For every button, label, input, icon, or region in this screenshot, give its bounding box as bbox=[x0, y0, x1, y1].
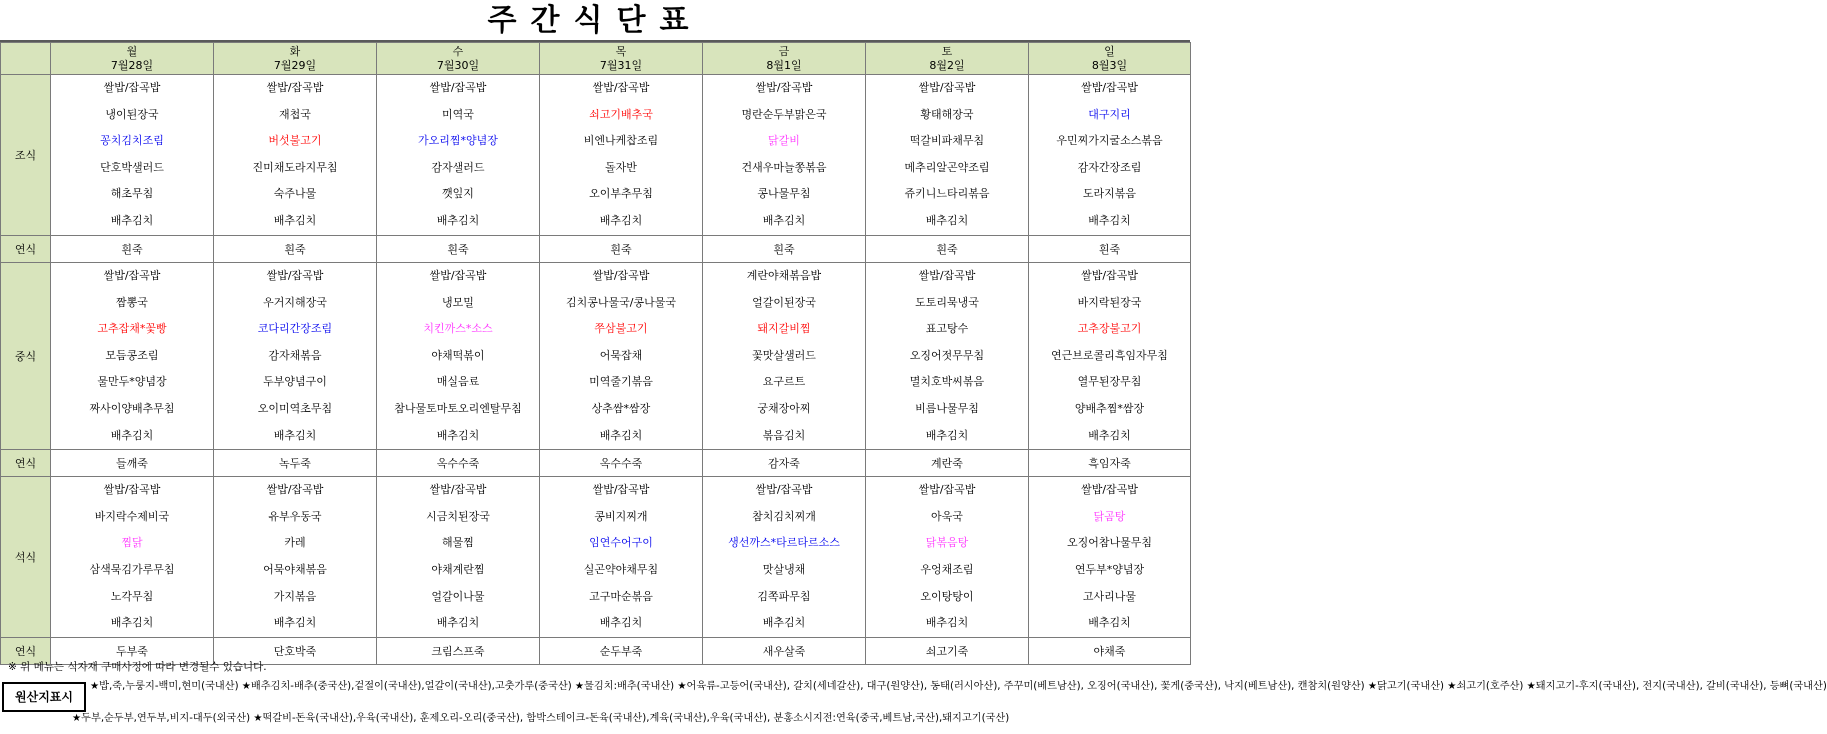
snack2-cell: 녹두죽 bbox=[214, 450, 377, 477]
menu-item: 배추김치 bbox=[599, 428, 643, 442]
menu-item: 오징어참나물무침 bbox=[1066, 536, 1152, 550]
menu-item: 비엔나케찹조림 bbox=[583, 134, 659, 148]
menu-item: 고추잡채*꽃빵 bbox=[97, 322, 167, 336]
menu-item: 얼갈이나물 bbox=[431, 589, 485, 603]
menu-item: 쌀밥/잡곡밥 bbox=[103, 269, 161, 282]
dinner-cell bbox=[703, 477, 866, 638]
menu-item: 연두부*양념장 bbox=[1074, 562, 1145, 576]
menu-item: 콩나물무침 bbox=[757, 187, 811, 201]
menu-item: 요구르트 bbox=[762, 375, 806, 389]
menu-item: 감자샐러드 bbox=[431, 160, 485, 174]
menu-item: 아욱국 bbox=[931, 509, 963, 523]
menu-item: 고사리나물 bbox=[1082, 589, 1137, 603]
menu-item: 돌자반 bbox=[605, 160, 637, 174]
menu-item: 모듬콩조림 bbox=[105, 348, 159, 362]
menu-item: 참나물토마토오리엔탈무침 bbox=[394, 401, 522, 415]
menu-item: 김쪽파무침 bbox=[757, 589, 811, 603]
menu-item: 계란야채볶음밥 bbox=[746, 269, 822, 282]
snack1-cell: 흰죽 bbox=[866, 236, 1029, 263]
menu-item: 닭갈비 bbox=[768, 134, 800, 148]
menu-item: 미역국 bbox=[442, 107, 474, 121]
dinner-cell bbox=[377, 477, 540, 638]
day-header: 토 8월2일 bbox=[866, 43, 1029, 75]
menu-item: 쌀밥/잡곡밥 bbox=[918, 81, 976, 94]
menu-item: 미역줄기볶음 bbox=[589, 375, 653, 389]
menu-item: 얼갈이된장국 bbox=[752, 295, 816, 309]
menu-item: 버섯불고기 bbox=[268, 134, 322, 148]
menu-item: 감자간장조림 bbox=[1077, 160, 1142, 174]
snack1-cell: 흰죽 bbox=[214, 236, 377, 263]
lunch-cell bbox=[214, 263, 377, 450]
snack3-cell: 두부죽 bbox=[51, 637, 214, 664]
breakfast-cell bbox=[866, 75, 1029, 236]
day-header: 일 8월3일 bbox=[1029, 43, 1191, 75]
menu-item: 가지볶음 bbox=[273, 589, 317, 603]
breakfast-cell bbox=[214, 75, 377, 236]
menu-item: 비름나물무침 bbox=[915, 401, 979, 415]
corner-cell bbox=[1, 43, 51, 75]
menu-item: 야채떡볶이 bbox=[431, 348, 485, 362]
menu-item: 단호박샐러드 bbox=[100, 160, 164, 174]
menu-item: 배추김치 bbox=[436, 213, 480, 227]
breakfast-row bbox=[1, 75, 1191, 236]
day-header: 화 7월29일 bbox=[214, 43, 377, 75]
snack3-cell: 단호박죽 bbox=[214, 637, 377, 664]
menu-item: 명란순두부맑은국 bbox=[741, 107, 827, 121]
menu-item: 열무된장무침 bbox=[1077, 375, 1142, 389]
menu-item: 쌀밥/잡곡밥 bbox=[592, 81, 650, 94]
menu-item: 냉모밀 bbox=[442, 295, 474, 309]
menu-item: 삼색묵김가루무침 bbox=[89, 562, 175, 576]
menu-item: 야채계란찜 bbox=[431, 562, 485, 576]
menu-item: 도토리묵냉국 bbox=[915, 295, 979, 309]
menu-item: 쌀밥/잡곡밥 bbox=[266, 81, 324, 94]
menu-item: 짜사이양배추무침 bbox=[89, 401, 175, 415]
menu-item: 우거지해장국 bbox=[263, 295, 327, 309]
menu-item: 쌀밥/잡곡밥 bbox=[266, 483, 324, 497]
menu-item: 상추쌈*쌈장 bbox=[591, 401, 651, 415]
menu-item: 오이미역초무침 bbox=[257, 401, 333, 415]
menu-item: 두부양념구이 bbox=[263, 375, 327, 389]
menu-item: 맛살냉채 bbox=[762, 562, 806, 576]
menu-item: 쭈삼불고기 bbox=[594, 322, 648, 336]
menu-item: 배추김치 bbox=[599, 213, 643, 227]
menu-item: 대구지리 bbox=[1088, 107, 1131, 121]
meal-label: 석식 bbox=[1, 477, 51, 638]
meal-label: 연식 bbox=[1, 236, 51, 263]
breakfast-cell bbox=[51, 75, 214, 236]
menu-item: 냉이된장국 bbox=[105, 107, 159, 121]
menu-item: 쇠고기배추국 bbox=[589, 107, 653, 121]
menu-item: 배추김치 bbox=[925, 428, 969, 442]
menu-item: 배추김치 bbox=[436, 616, 480, 630]
page-title: 주간식단표 bbox=[0, 0, 1190, 42]
menu-item: 배추김치 bbox=[1088, 213, 1131, 227]
lunch-cell bbox=[540, 263, 703, 450]
lunch-cell bbox=[866, 263, 1029, 450]
snack2-cell: 옥수수죽 bbox=[377, 450, 540, 477]
snack2-cell: 옥수수죽 bbox=[540, 450, 703, 477]
breakfast-cell bbox=[540, 75, 703, 236]
menu-item: 쌀밥/잡곡밥 bbox=[755, 483, 813, 497]
snack3-cell: 새우살죽 bbox=[703, 637, 866, 664]
menu-item: 김치콩나물국/콩나물국 bbox=[566, 295, 676, 309]
day-header: 수 7월30일 bbox=[377, 43, 540, 75]
menu-item: 재첩국 bbox=[279, 107, 311, 121]
menu-item: 배추김치 bbox=[599, 616, 643, 630]
menu-item: 매실음료 bbox=[436, 375, 480, 389]
menu-item: 쌀밥/잡곡밥 bbox=[103, 483, 161, 497]
menu-item: 쌀밥/잡곡밥 bbox=[1081, 483, 1138, 497]
snack2-cell: 들깨죽 bbox=[51, 450, 214, 477]
snack1-cell: 흰죽 bbox=[51, 236, 214, 263]
menu-item: 치킨까스*소스 bbox=[423, 322, 493, 336]
day-header-row bbox=[1, 43, 1191, 75]
snack1-row bbox=[1, 236, 1191, 263]
menu-item: 메추리알곤약조림 bbox=[904, 160, 990, 174]
snack3-cell: 쇠고기죽 bbox=[866, 637, 1029, 664]
menu-item: 배추김치 bbox=[273, 616, 317, 630]
menu-item: 짬뽕국 bbox=[116, 295, 148, 309]
menu-item: 바지락된장국 bbox=[1077, 295, 1142, 309]
menu-item: 배추김치 bbox=[110, 428, 154, 442]
menu-item: 감자채볶음 bbox=[268, 348, 322, 362]
menu-item: 찜닭 bbox=[121, 536, 143, 550]
breakfast-cell bbox=[703, 75, 866, 236]
menu-item: 배추김치 bbox=[1088, 616, 1131, 630]
menu-item: 배추김치 bbox=[110, 213, 154, 227]
menu-item: 배추김치 bbox=[762, 213, 806, 227]
meal-label: 연식 bbox=[1, 450, 51, 477]
menu-item: 쌀밥/잡곡밥 bbox=[755, 81, 813, 94]
menu-item: 깻잎지 bbox=[442, 187, 474, 201]
menu-item: 닭볶음탕 bbox=[925, 536, 969, 550]
menu-item: 우엉채조림 bbox=[920, 562, 974, 576]
menu-item: 고구마순볶음 bbox=[589, 589, 653, 603]
menu-item: 가오리찜*양념장 bbox=[418, 134, 498, 148]
lunch-cell bbox=[377, 263, 540, 450]
menu-item: 도라지볶음 bbox=[1082, 187, 1137, 201]
snack1-cell: 흰죽 bbox=[1029, 236, 1191, 263]
dinner-row bbox=[1, 477, 1191, 638]
menu-item: 닭곰탕 bbox=[1093, 509, 1126, 523]
menu-item: 시금치된장국 bbox=[426, 509, 490, 523]
menu-item: 배추김치 bbox=[1088, 428, 1131, 442]
menu-item: 표고탕수 bbox=[925, 322, 969, 336]
lunch-row bbox=[1, 263, 1191, 450]
lunch-cell bbox=[703, 263, 866, 450]
menu-item: 쌀밥/잡곡밥 bbox=[429, 81, 487, 94]
snack3-cell: 크림스프죽 bbox=[377, 637, 540, 664]
menu-item: 쌀밥/잡곡밥 bbox=[429, 483, 487, 497]
menu-item: 배추김치 bbox=[925, 213, 969, 227]
menu-item: 쌀밥/잡곡밥 bbox=[592, 483, 650, 497]
menu-item: 우민찌가지굴소스볶음 bbox=[1056, 134, 1163, 148]
menu-item: 노각무침 bbox=[110, 589, 154, 603]
breakfast-cell bbox=[377, 75, 540, 236]
menu-item: 멸치호박씨볶음 bbox=[909, 375, 985, 389]
day-header: 목 7월31일 bbox=[540, 43, 703, 75]
menu-item: 고추장불고기 bbox=[1077, 322, 1142, 336]
menu-item: 떡갈비파채무침 bbox=[909, 134, 985, 148]
menu-item: 쥬키니느타리볶음 bbox=[904, 187, 990, 201]
menu-item: 쌀밥/잡곡밥 bbox=[1081, 81, 1138, 94]
menu-item: 코다리간장조림 bbox=[257, 322, 333, 336]
menu-item: 배추김치 bbox=[436, 428, 480, 442]
menu-item: 진미채도라지무침 bbox=[252, 160, 338, 174]
snack1-cell: 흰죽 bbox=[703, 236, 866, 263]
menu-item: 돼지갈비찜 bbox=[757, 322, 811, 336]
menu-item: 유부우동국 bbox=[268, 509, 322, 523]
lunch-cell bbox=[51, 263, 214, 450]
menu-item: 실곤약야채무침 bbox=[583, 562, 659, 576]
menu-item: 쌀밥/잡곡밥 bbox=[429, 269, 487, 282]
meal-label: 조식 bbox=[1, 75, 51, 236]
menu-item: 참치김치찌개 bbox=[752, 509, 816, 523]
menu-item: 생선까스*타르타르소스 bbox=[728, 536, 840, 550]
menu-item: 콩비지찌개 bbox=[594, 509, 648, 523]
snack3-cell: 순두부죽 bbox=[540, 637, 703, 664]
menu-item: 꽁치김치조림 bbox=[100, 134, 164, 148]
menu-item: 바지락수제비국 bbox=[94, 509, 170, 523]
meal-label: 중식 bbox=[1, 263, 51, 450]
lunch-cell bbox=[1029, 263, 1191, 450]
weekly-menu-table bbox=[0, 42, 1191, 665]
menu-item: 꽃맛살샐러드 bbox=[752, 348, 816, 362]
dinner-cell bbox=[866, 477, 1029, 638]
menu-item: 배추김치 bbox=[273, 428, 317, 442]
menu-item: 궁채장아찌 bbox=[757, 401, 811, 415]
menu-item: 숙주나물 bbox=[273, 187, 317, 201]
snack2-cell: 감자죽 bbox=[703, 450, 866, 477]
menu-item: 어묵잡채 bbox=[599, 348, 643, 362]
breakfast-cell bbox=[1029, 75, 1191, 236]
menu-item: 오이부추무침 bbox=[589, 187, 653, 201]
menu-item: 쌀밥/잡곡밥 bbox=[266, 269, 324, 282]
menu-item: 쌀밥/잡곡밥 bbox=[592, 269, 650, 282]
menu-item: 쌀밥/잡곡밥 bbox=[918, 269, 976, 282]
menu-item: 어묵야채볶음 bbox=[263, 562, 327, 576]
dinner-cell bbox=[1029, 477, 1191, 638]
menu-item: 배추김치 bbox=[925, 616, 969, 630]
snack1-cell: 흰죽 bbox=[540, 236, 703, 263]
origin-label: 원산지표시 bbox=[2, 682, 86, 712]
snack2-row bbox=[1, 450, 1191, 477]
menu-item: 해초무침 bbox=[110, 187, 154, 201]
menu-item: 임연수어구이 bbox=[589, 536, 653, 550]
menu-item: 해물찜 bbox=[442, 536, 474, 550]
menu-item: 연근브로콜리흑임자무침 bbox=[1051, 348, 1168, 362]
menu-item: 양배추찜*쌈장 bbox=[1074, 401, 1145, 415]
snack2-cell: 계란죽 bbox=[866, 450, 1029, 477]
origin-info-line: ★밥,죽,누룽지-백미,현미(국내산) ★배추김치-배추(중국산),겉절이(국내산),얼갈이(국내산),고춧가루(중국산) ★물김치:배추(국내산) ★어육류-고등어(국내산), 갈치(세네갈산), 대구(원양산), 동태(러시아산), 주꾸미(베트남산), 오징어(국내산), 꽃게(중국산), 낙지(베트남산), 캔참치(원양산) ★닭고기(국내산) ★쇠고기(호주산) ★돼지고기-후지(국내산), 전지(국내산), 갈비(국내산), 등뼈(국내산) bbox=[90, 681, 1827, 692]
menu-item: 오이탕탕이 bbox=[920, 589, 974, 603]
menu-item: 배추김치 bbox=[110, 616, 154, 630]
menu-item: 물만두*양념장 bbox=[97, 375, 167, 389]
menu-item: 쌀밥/잡곡밥 bbox=[918, 483, 976, 497]
menu-item: 건새우마늘쫑볶음 bbox=[741, 160, 827, 174]
menu-item: 배추김치 bbox=[762, 616, 806, 630]
menu-item: 쌀밥/잡곡밥 bbox=[103, 81, 161, 94]
menu-item: 볶음김치 bbox=[762, 428, 806, 442]
dinner-cell bbox=[51, 477, 214, 638]
snack3-cell: 야채죽 bbox=[1029, 637, 1191, 664]
origin-info-line: ★두부,순두부,연두부,비지-대두(외국산) ★떡갈비-돈육(국내산),우육(국내산), 훈제오리-오리(중국산), 함박스테이크-돈육(국내산),계육(국내산),우육(국내산), 분홍소시지전:연육(중국,베트남,국산),돼지고기(국산) bbox=[72, 713, 1010, 724]
snack2-cell: 흑임자죽 bbox=[1029, 450, 1191, 477]
menu-item: 오징어젓무무침 bbox=[909, 348, 985, 362]
menu-item: 황태해장국 bbox=[920, 107, 974, 121]
change-notice: ※ 위 메뉴는 식자재 구매사정에 따라 변경될수 있습니다. bbox=[8, 661, 267, 673]
meal-label: 연식 bbox=[1, 637, 51, 664]
day-header: 월 7월28일 bbox=[51, 43, 214, 75]
day-header: 금 8월1일 bbox=[703, 43, 866, 75]
menu-item: 카레 bbox=[284, 536, 306, 550]
dinner-cell bbox=[540, 477, 703, 638]
menu-item: 배추김치 bbox=[273, 213, 317, 227]
dinner-cell bbox=[214, 477, 377, 638]
menu-item: 쌀밥/잡곡밥 bbox=[1081, 269, 1138, 282]
snack1-cell: 흰죽 bbox=[377, 236, 540, 263]
